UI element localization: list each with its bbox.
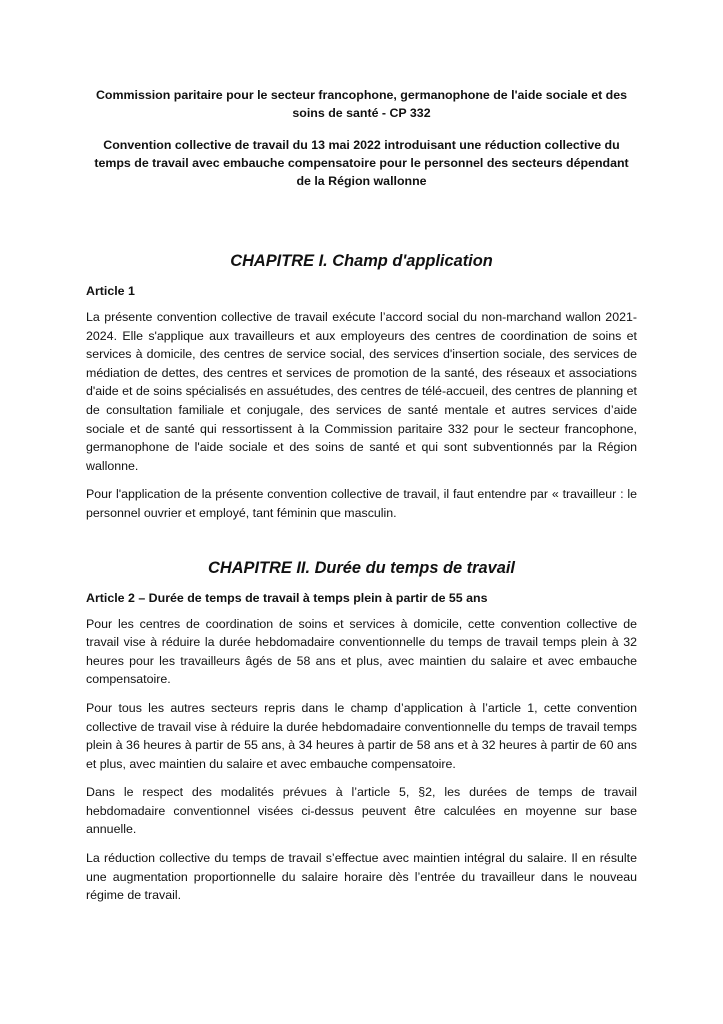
document-header <box>86 86 637 190</box>
article-1-heading: Article 1 <box>86 284 135 298</box>
chapter-1-title: CHAPITRE I. Champ d'application <box>230 252 493 270</box>
document-content <box>86 86 637 915</box>
article-2-heading: Article 2 – Durée de temps de travail à temps plein à partir de 55 ans <box>86 590 488 605</box>
convention-title: Convention collective de travail du 13 mai 2022 introduisant une réduction collective du temps de travail avec embauche compensatoire pour le personnel des secteurs dépendant de la Région wallonne <box>94 138 629 188</box>
chapter-2-title: CHAPITRE II. Durée du temps de travail <box>208 558 515 577</box>
article-2-paragraph-4: La réduction collective du temps de travail s’effectue avec maintien intégral du salaire. Il en résulte une augmentation proportionnelle du salaire horaire dès l’entrée du travailleur dans le nouveau régime de travail. <box>86 851 637 903</box>
article-2-paragraph-2: Pour tous les autres secteurs repris dans le champ d’application à l’article 1, cette convention collective de travail vise à réduire la durée hebdomadaire conventionnelle du temps de travail temps plein à 36 heures à partir de 55 ans, à 34 heures à partir de 58 ans et à 32 heures à partir de 60 ans et plus, avec maintien du salaire et avec embauche compensatoire. <box>86 700 637 771</box>
commission-title: Commission paritaire pour le secteur francophone, germanophone de l'aide sociale et des soins de santé - CP 332 <box>95 88 628 120</box>
article-1-paragraph-1: La présente convention collective de travail exécute l’accord social du non-marchand wallon 2021-2024. Elle s'applique aux travailleurs et aux employeurs des centres de coordination de soins et services à domicile, des centres de service social, des services d'insertion sociale, des services de médiation de dettes, des centres et services de promotion de la santé, des réseaux et associations d'aide et de soins spécialisés en assuétudes, des centres de télé-accueil, des centres de planning et de consultation familiale et conjugale, des services de santé mentale et autres services d’aide sociale et de santé qui ressortissent à la Commission paritaire 332 pour le secteur francophone, germanophone de l'aide sociale et des soins de santé et qui sont subventionnés par la Région wallonne. <box>86 310 637 473</box>
article-2-paragraph-3: Dans le respect des modalités prévues à l’article 5, §2, les durées de temps de travail hebdomadaire conventionnel visées ci-dessus peuvent être calculées en moyenne sur base annuelle. <box>86 785 637 837</box>
article-2-paragraph-1: Pour les centres de coordination de soins et services à domicile, cette convention collective de travail vise à réduire la durée hebdomadaire conventionnelle du temps de travail temps plein à 32 heures pour les travailleurs âgés de 58 ans et plus, avec maintien du salaire et avec embauche compensatoire. <box>86 616 637 687</box>
article-1-paragraph-2: Pour l'application de la présente convention collective de travail, il faut entendre par « travailleur : le personnel ouvrier et employé, tant féminin que masculin. <box>86 487 637 520</box>
